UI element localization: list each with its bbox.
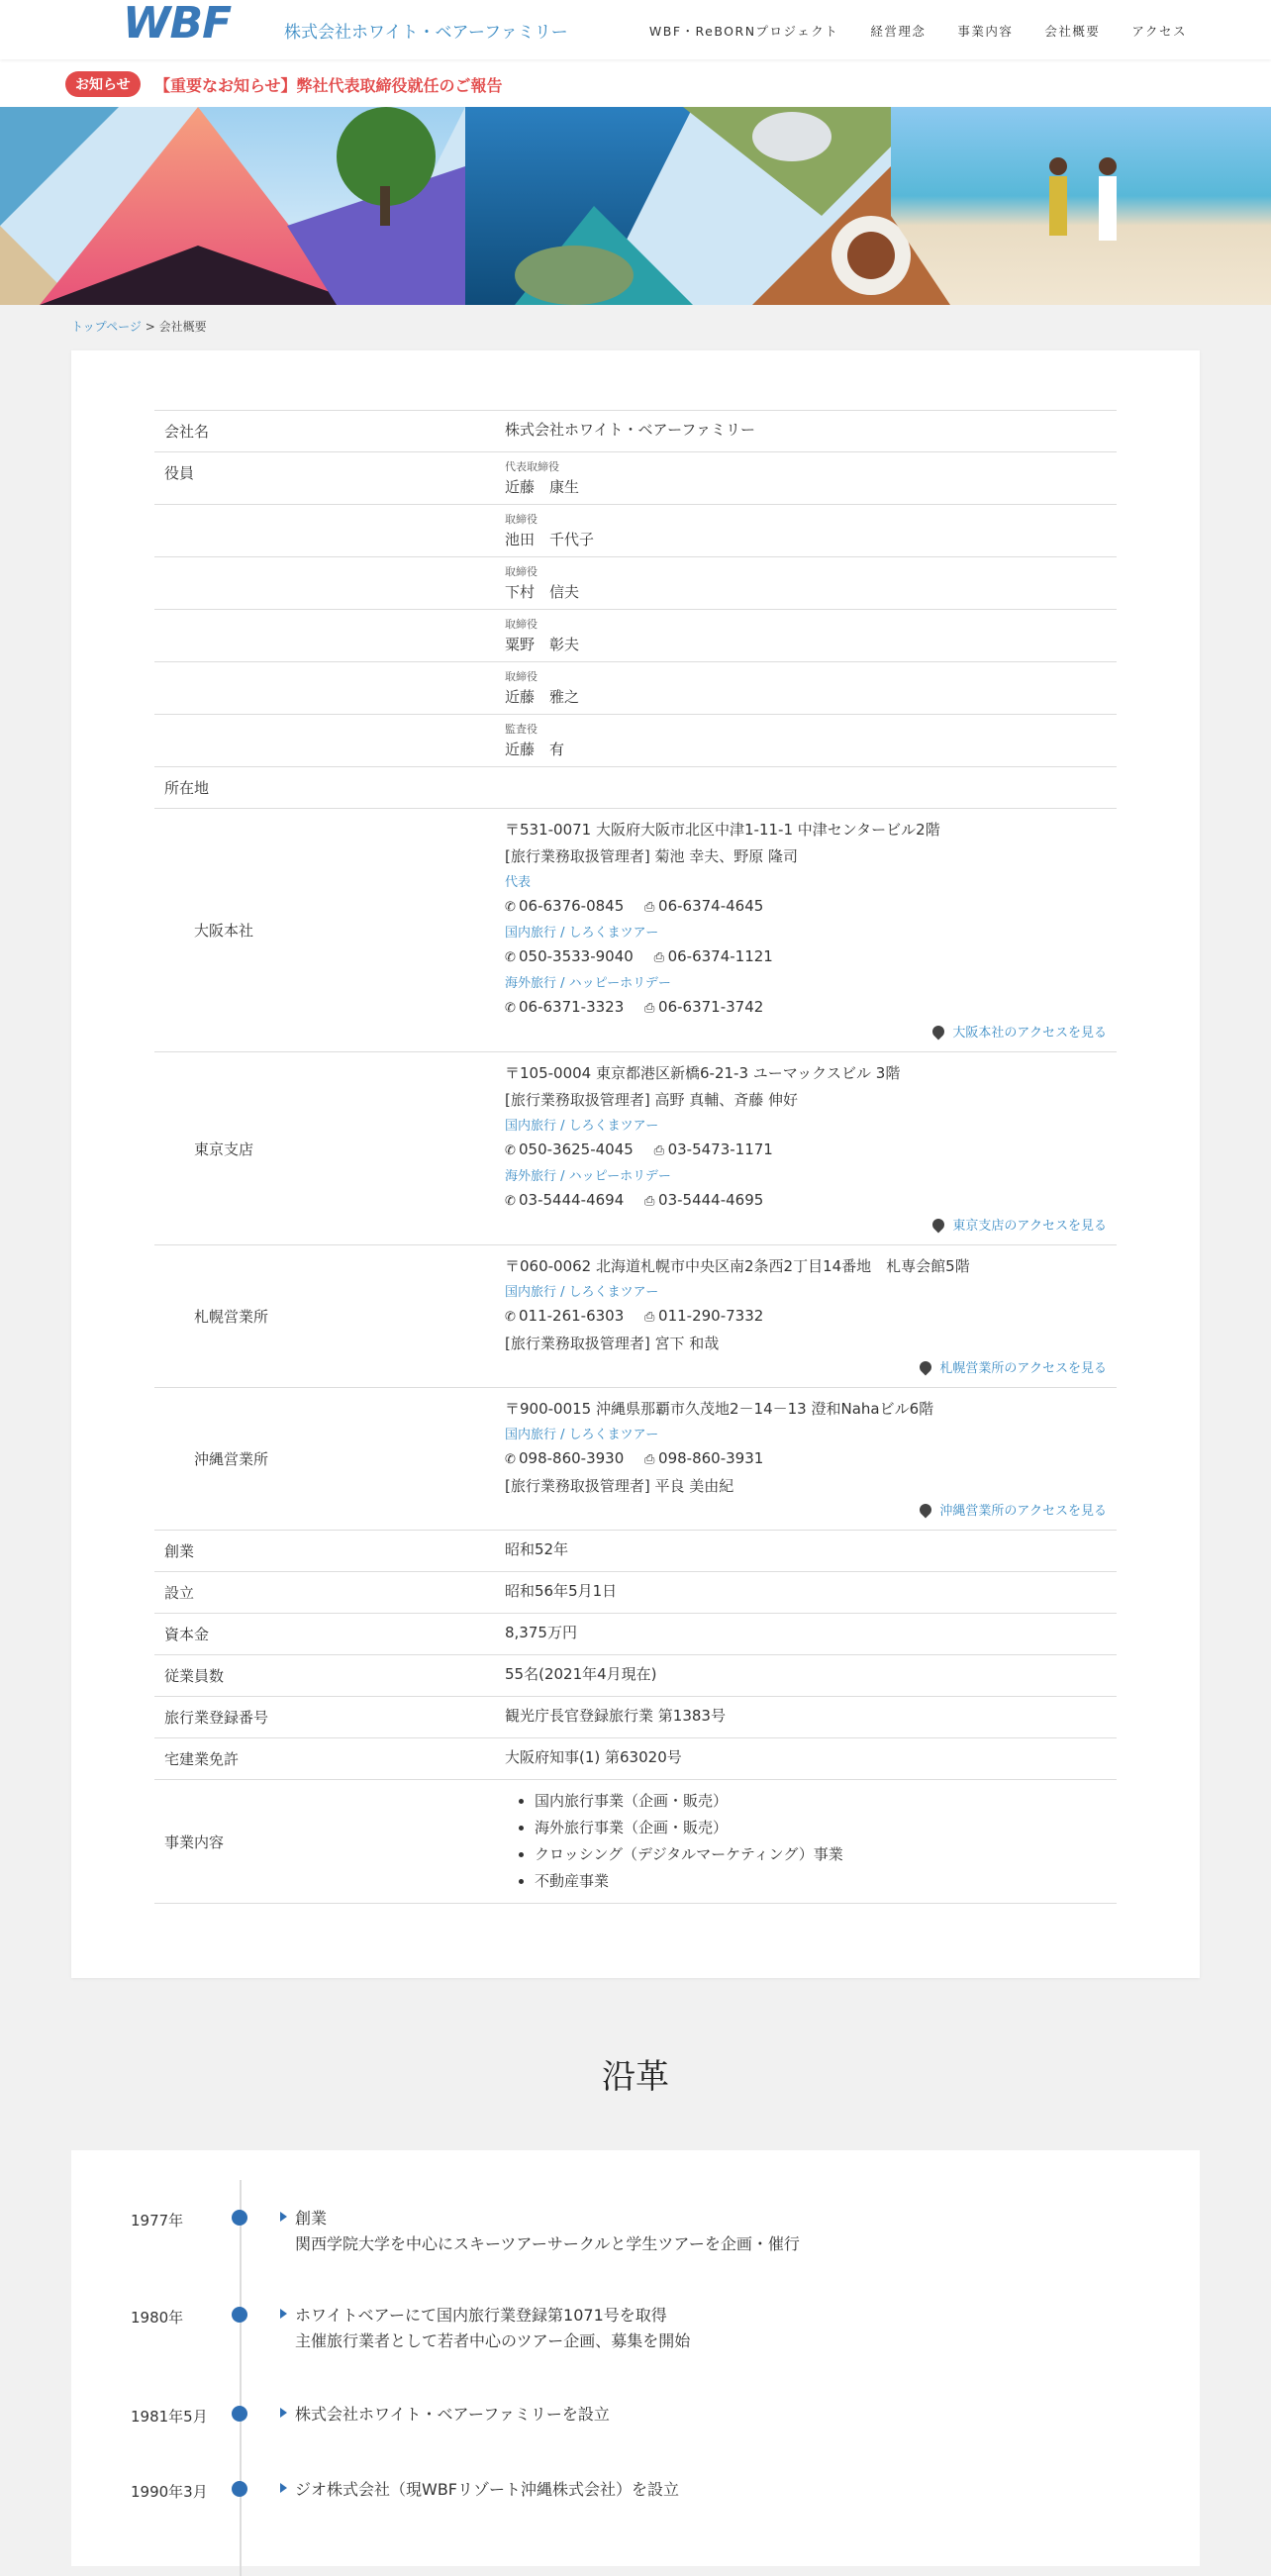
empty-label-cell (154, 557, 495, 610)
timeline-year: 1990年3月 (131, 2483, 208, 2501)
main-nav (618, 22, 1187, 40)
capital-label: 資本金 (154, 1614, 495, 1655)
officer-name: 近藤 有 (505, 741, 565, 758)
travel-registration-label: 旅行業登録番号 (154, 1697, 495, 1738)
contact-numbers (505, 1303, 1107, 1331)
nav-business[interactable]: 事業内容 (957, 24, 1014, 39)
map-pin-icon (918, 1502, 934, 1519)
office-address: 〒105-0004 東京都港区新橋6-21-3 ユーマックスビル 3階 (505, 1064, 901, 1082)
established-label: 設立 (154, 1572, 495, 1614)
site-header (0, 0, 1271, 59)
timeline-dot (232, 2481, 247, 2497)
fax-icon: ⎙ (644, 1452, 655, 1467)
row-office-sapporo (154, 1245, 1117, 1388)
row-company-name (154, 411, 1117, 452)
officer-role: 取締役 (505, 670, 538, 683)
empty-label-cell (154, 610, 495, 662)
capital-value: 8,375万円 (495, 1614, 1117, 1655)
founded-value: 昭和52年 (495, 1531, 1117, 1572)
access-link-okinawa[interactable] (505, 1500, 1107, 1524)
business-list-cell (495, 1780, 1117, 1904)
company-info-table (154, 410, 1117, 1904)
realestate-license-value: 大阪府知事(1) 第63020号 (495, 1738, 1117, 1780)
access-link-label: 沖縄営業所のアクセスを見る (939, 1504, 1107, 1519)
contact-label: 国内旅行 / しろくまツアー (505, 1119, 659, 1134)
nav-reborn-project[interactable]: WBF・ReBORNプロジェクト (648, 24, 839, 39)
access-link-osaka[interactable] (505, 1022, 1107, 1045)
officer-name: 近藤 雅之 (505, 688, 580, 706)
office-name: 大阪本社 (154, 809, 495, 1052)
fax-number: 03-5473-1171 (667, 1140, 773, 1158)
fax-number: 06-6374-4645 (658, 897, 764, 915)
bullet-arrow-icon (280, 2408, 287, 2418)
row-employees (154, 1655, 1117, 1697)
timeline-year: 1981年5月 (131, 2408, 208, 2426)
access-link-label: 東京支店のアクセスを見る (952, 1219, 1107, 1234)
phone-icon: ✆ (505, 900, 516, 915)
access-link-tokyo[interactable] (505, 1215, 1107, 1238)
empty-label-cell (154, 715, 495, 767)
timeline-dot (232, 2307, 247, 2323)
timeline-event (295, 2477, 679, 2503)
contact-numbers (505, 1137, 1107, 1164)
map-pin-icon (930, 1217, 947, 1234)
fax-icon: ⎙ (644, 1194, 655, 1209)
fax-icon: ⎙ (653, 950, 664, 965)
officer-name: 池田 千代子 (505, 531, 595, 548)
empty-label-cell (154, 662, 495, 715)
breadcrumb-separator: > (141, 320, 159, 334)
row-officer (154, 557, 1117, 610)
phone-icon: ✆ (505, 1194, 516, 1209)
officer-entry (495, 452, 1117, 505)
row-office-tokyo (154, 1052, 1117, 1245)
nav-access[interactable]: アクセス (1131, 24, 1187, 39)
timeline-event (295, 2206, 800, 2257)
event-line: ジオ株式会社（現WBFリゾート沖縄株式会社）を設立 (295, 2480, 680, 2499)
officer-name: 粟野 彰夫 (505, 636, 580, 653)
phone-icon: ✆ (505, 1001, 516, 1016)
notice-badge: お知らせ (65, 71, 141, 97)
contact-numbers (505, 1187, 1107, 1215)
company-title[interactable]: 株式会社ホワイト・ベアーファミリー (284, 23, 568, 43)
event-line: 株式会社ホワイト・ベアーファミリーを設立 (295, 2405, 610, 2424)
business-list (505, 1788, 1107, 1895)
fax-icon: ⎙ (644, 1001, 655, 1016)
breadcrumb (71, 318, 207, 335)
event-line: 主催旅行業者として若者中心のツアー企画、募集を開始 (295, 2331, 691, 2350)
event-line: 関西学院大学を中心にスキーツアーサークルと学生ツアーを企画・催行 (295, 2234, 800, 2253)
office-details (495, 1052, 1117, 1245)
business-label: 事業内容 (154, 1780, 495, 1904)
timeline-year: 1977年 (131, 2212, 184, 2229)
timeline-event (295, 2303, 690, 2354)
timeline-event (295, 2402, 610, 2427)
officer-entry (495, 557, 1117, 610)
officer-entry (495, 505, 1117, 557)
tel-number[interactable]: 050-3533-9040 (519, 947, 634, 965)
timeline-dot (232, 2406, 247, 2422)
timeline-year: 1980年 (131, 2309, 184, 2327)
contact-label: 海外旅行 / ハッピーホリデー (505, 1169, 671, 1184)
row-officer (154, 662, 1117, 715)
officer-role: 取締役 (505, 618, 538, 631)
fax-icon: ⎙ (644, 1310, 655, 1325)
row-office-osaka (154, 809, 1117, 1052)
office-details (495, 809, 1117, 1052)
contact-numbers (505, 994, 1107, 1022)
hero-banner (0, 107, 1271, 305)
nav-company[interactable]: 会社概要 (1044, 24, 1101, 39)
officer-entry (495, 715, 1117, 767)
row-business (154, 1780, 1117, 1904)
map-pin-icon (918, 1359, 934, 1376)
fax-number: 06-6371-3742 (658, 998, 764, 1016)
phone-icon: ✆ (505, 1310, 516, 1325)
location-label: 所在地 (154, 767, 495, 809)
company-name-label: 会社名 (154, 411, 495, 452)
tel-number[interactable]: 03-5444-4694 (519, 1191, 625, 1209)
row-officer (154, 505, 1117, 557)
breadcrumb-home-link[interactable]: トップページ (71, 320, 142, 334)
history-timeline-card (71, 2150, 1200, 2566)
row-officer (154, 452, 1117, 505)
tel-number[interactable]: 06-6371-3323 (519, 998, 625, 1016)
business-item: • クロッシング（デジタルマーケティング）事業 (535, 1841, 1107, 1868)
bullet-arrow-icon (280, 2212, 287, 2222)
map-pin-icon (930, 1024, 947, 1040)
row-capital (154, 1614, 1117, 1655)
row-established (154, 1572, 1117, 1614)
tel-number[interactable]: 098-860-3930 (519, 1449, 625, 1467)
bullet-arrow-icon (280, 2483, 287, 2493)
empty-value-cell (495, 767, 1117, 809)
contact-numbers (505, 893, 1107, 921)
fax-number: 098-860-3931 (658, 1449, 764, 1467)
fax-number: 06-6374-1121 (667, 947, 773, 965)
fax-icon: ⎙ (653, 1143, 664, 1158)
established-value: 昭和56年5月1日 (495, 1572, 1117, 1614)
row-realestate-license (154, 1738, 1117, 1780)
office-name: 札幌営業所 (154, 1245, 495, 1388)
office-details (495, 1388, 1117, 1531)
realestate-license-label: 宅建業免許 (154, 1738, 495, 1780)
officers-label: 役員 (154, 452, 495, 505)
row-founded (154, 1531, 1117, 1572)
timeline-line (240, 2180, 242, 2576)
travel-registration-value: 観光庁長官登録旅行業 第1383号 (495, 1697, 1117, 1738)
officer-role: 取締役 (505, 565, 538, 578)
timeline-dot (232, 2210, 247, 2226)
fax-icon: ⎙ (644, 900, 655, 915)
contact-label: 国内旅行 / しろくまツアー (505, 926, 659, 941)
wbf-logo[interactable]: WBF (123, 0, 232, 49)
notice-link[interactable]: 【重要なお知らせ】弊社代表取締役就任のご報告 (154, 76, 503, 95)
contact-label: 海外旅行 / ハッピーホリデー (505, 976, 671, 991)
company-info-card (71, 350, 1200, 1978)
phone-icon: ✆ (505, 950, 516, 965)
office-manager: [旅行業務取扱管理者] 平良 美由紀 (505, 1477, 734, 1495)
event-line: 創業 (295, 2209, 328, 2228)
fax-number: 011-290-7332 (658, 1307, 764, 1325)
office-name: 沖縄営業所 (154, 1388, 495, 1531)
nav-philosophy[interactable]: 経営理念 (870, 24, 927, 39)
office-address: 〒531-0071 大阪府大阪市北区中津1-11-1 中津センタービル2階 (505, 821, 940, 839)
company-name-value: 株式会社ホワイト・ベアーファミリー (495, 411, 1117, 452)
contact-numbers (505, 943, 1107, 971)
tel-number[interactable]: 06-6376-0845 (519, 897, 625, 915)
office-manager: [旅行業務取扱管理者] 宮下 和哉 (505, 1335, 720, 1352)
officer-role: 代表取締役 (505, 460, 559, 473)
empty-label-cell (154, 505, 495, 557)
business-item: • 国内旅行事業（企画・販売） (535, 1788, 1107, 1815)
contact-numbers (505, 1445, 1107, 1473)
business-item: • 不動産事業 (535, 1868, 1107, 1895)
row-officer (154, 715, 1117, 767)
office-details (495, 1245, 1117, 1388)
history-title: 沿革 (602, 2057, 669, 2097)
contact-label: 国内旅行 / しろくまツアー (505, 1285, 659, 1300)
employees-label: 従業員数 (154, 1655, 495, 1697)
bullet-arrow-icon (280, 2309, 287, 2319)
hero-collage-image (0, 107, 1271, 305)
event-line: ホワイトベアーにて国内旅行業登録第1071号を取得 (295, 2306, 667, 2325)
contact-label: 代表 (505, 875, 532, 890)
notice-bar (0, 59, 1271, 107)
officer-role: 取締役 (505, 513, 538, 526)
employees-value: 55名(2021年4月現在) (495, 1655, 1117, 1697)
tel-number[interactable]: 011-261-6303 (519, 1307, 625, 1325)
phone-icon: ✆ (505, 1143, 516, 1158)
officer-entry (495, 610, 1117, 662)
row-officer (154, 610, 1117, 662)
breadcrumb-current: 会社概要 (158, 320, 207, 334)
phone-icon: ✆ (505, 1452, 516, 1467)
fax-number: 03-5444-4695 (658, 1191, 764, 1209)
row-travel-registration (154, 1697, 1117, 1738)
office-name: 東京支店 (154, 1052, 495, 1245)
row-location (154, 767, 1117, 809)
founded-label: 創業 (154, 1531, 495, 1572)
office-manager: [旅行業務取扱管理者] 菊池 幸夫、野原 隆司 (505, 847, 799, 865)
officer-role: 監査役 (505, 723, 538, 736)
officer-entry (495, 662, 1117, 715)
access-link-sapporo[interactable] (505, 1357, 1107, 1381)
office-address: 〒060-0062 北海道札幌市中央区南2条西2丁目14番地 札専会館5階 (505, 1257, 970, 1275)
row-office-okinawa (154, 1388, 1117, 1531)
contact-label: 国内旅行 / しろくまツアー (505, 1428, 659, 1442)
access-link-label: 札幌営業所のアクセスを見る (939, 1361, 1107, 1376)
office-address: 〒900-0015 沖縄県那覇市久茂地2－14－13 澄和Nahaビル6階 (505, 1400, 934, 1418)
officer-name: 下村 信夫 (505, 583, 580, 601)
officer-name: 近藤 康生 (505, 478, 580, 496)
tel-number[interactable]: 050-3625-4045 (519, 1140, 634, 1158)
business-item: • 海外旅行事業（企画・販売） (535, 1815, 1107, 1841)
access-link-label: 大阪本社のアクセスを見る (952, 1026, 1107, 1040)
office-manager: [旅行業務取扱管理者] 高野 真輔、斉藤 伸好 (505, 1091, 799, 1109)
